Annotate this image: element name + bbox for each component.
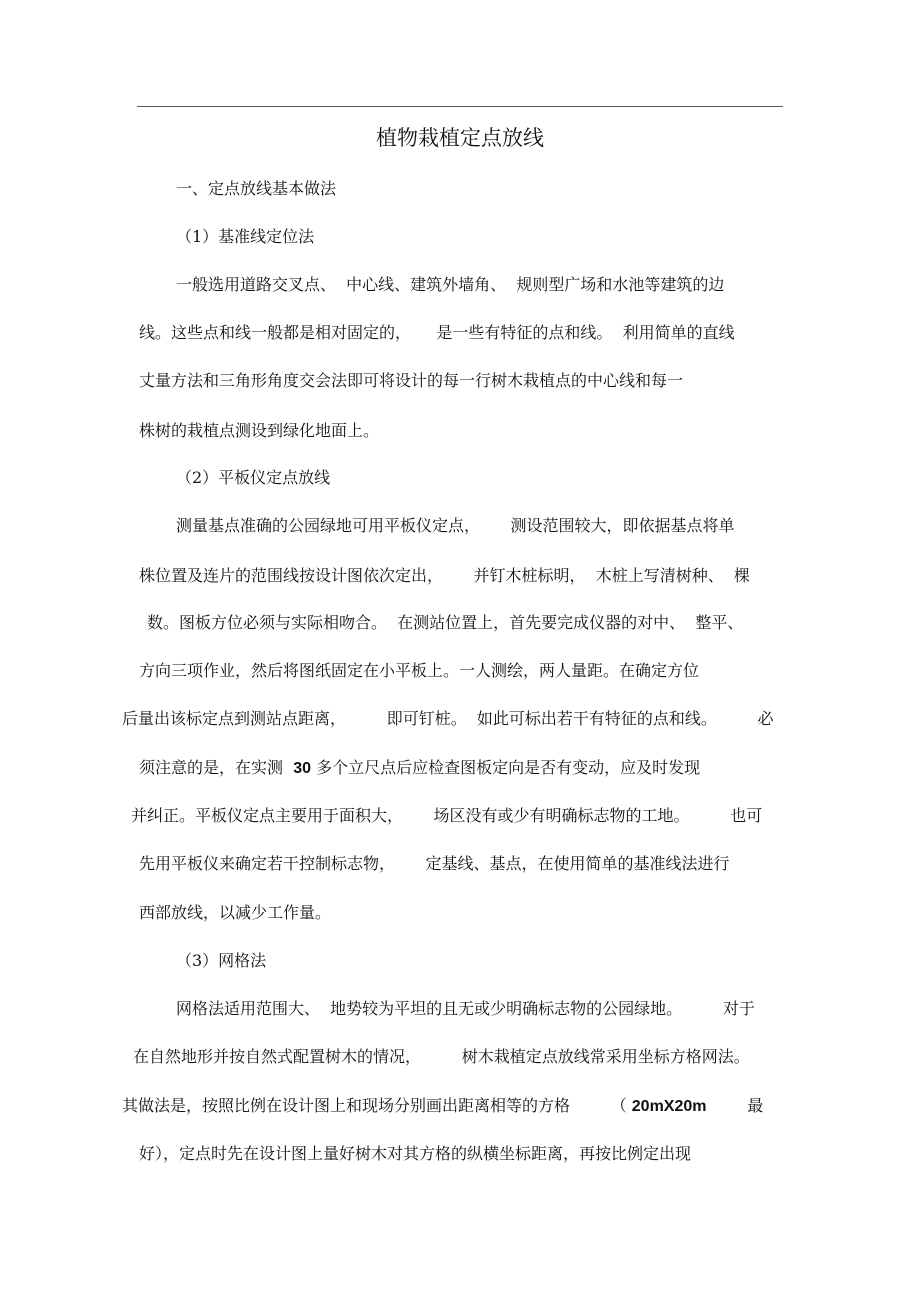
paragraph-line: 株树的栽植点测设到绿化地面上。: [139, 421, 380, 440]
paragraph-line: 数。图板方位必须与实际相吻合。 在测站位置上，首先要完成仪器的对中、 整平、: [147, 613, 744, 632]
section-heading-1: 一、定点放线基本做法: [176, 179, 337, 198]
paragraph-line: 在自然地形并按自然式配置树木的情况， 树木栽植定点放线常采用坐标方格网法。: [133, 1047, 750, 1066]
subsection-heading-3: （3）网格法: [176, 951, 267, 970]
text-run: 多个立尺点后应检查图板定向是否有变动，应及时发现: [310, 758, 701, 777]
paragraph-line: 丈量方法和三角形角度交会法即可将设计的每一行树木栽植点的中心线和每一: [139, 371, 684, 390]
paragraph-line: 测量基点准确的公园绿地可用平板仪定点， 测设范围较大，即依据基点将单: [176, 516, 735, 535]
subsection-heading-2: （2）平板仪定点放线: [176, 468, 331, 487]
number-run: 30: [293, 760, 311, 777]
paragraph-line: 网格法适用范围大、 地势较为平坦的且无或少明确标志物的公园绿地。 对于: [176, 999, 755, 1018]
paragraph-line: 好），定点时先在设计图上量好树木对其方格的纵横坐标距离，再按比例定出现: [139, 1144, 692, 1163]
paragraph-line: [139, 757, 700, 780]
paragraph-line: 方向三项作业，然后将图纸固定在小平板上。一人测绘，两人量距。在确定方位: [139, 661, 700, 680]
paragraph-line: 株位置及连片的范围线按设计图依次定出， 并钉木桩标明， 木桩上写清树种、 棵: [139, 566, 750, 585]
paragraph-line: 西部放线，以减少工作量。: [139, 903, 332, 922]
text-run: 最: [706, 1096, 764, 1115]
paragraph-line: [122, 1095, 763, 1118]
document-title: 植物栽植定点放线: [376, 126, 544, 150]
paragraph-line: 线。这些点和线一般都是相对固定的， 是一些有特征的点和线。 利用简单的直线: [139, 323, 735, 342]
number-run: 20mX20m: [631, 1098, 707, 1115]
text-run: 须注意的是，在实测: [139, 758, 294, 777]
header-rule: [137, 106, 783, 107]
paragraph-line: 一般选用道路交叉点、 中心线、建筑外墙角、 规则型广场和水池等建筑的边: [176, 275, 725, 294]
paragraph-line: 后量出该标定点到测站点距离， 即可钉桩。 如此可标出若干有特征的点和线。 必: [122, 709, 774, 728]
subsection-heading-1: （1）基准线定位法: [176, 227, 315, 246]
paragraph-line: 并纠正。平板仪定点主要用于面积大， 场区没有或少有明确标志物的工地。 也可: [131, 806, 763, 825]
text-run: 其做法是，按照比例在设计图上和现场分别画出距离相等的方格 （: [122, 1096, 632, 1115]
paragraph-line: 先用平板仪来确定若干控制标志物， 定基线、基点，在使用简单的基准线法进行: [139, 854, 730, 873]
